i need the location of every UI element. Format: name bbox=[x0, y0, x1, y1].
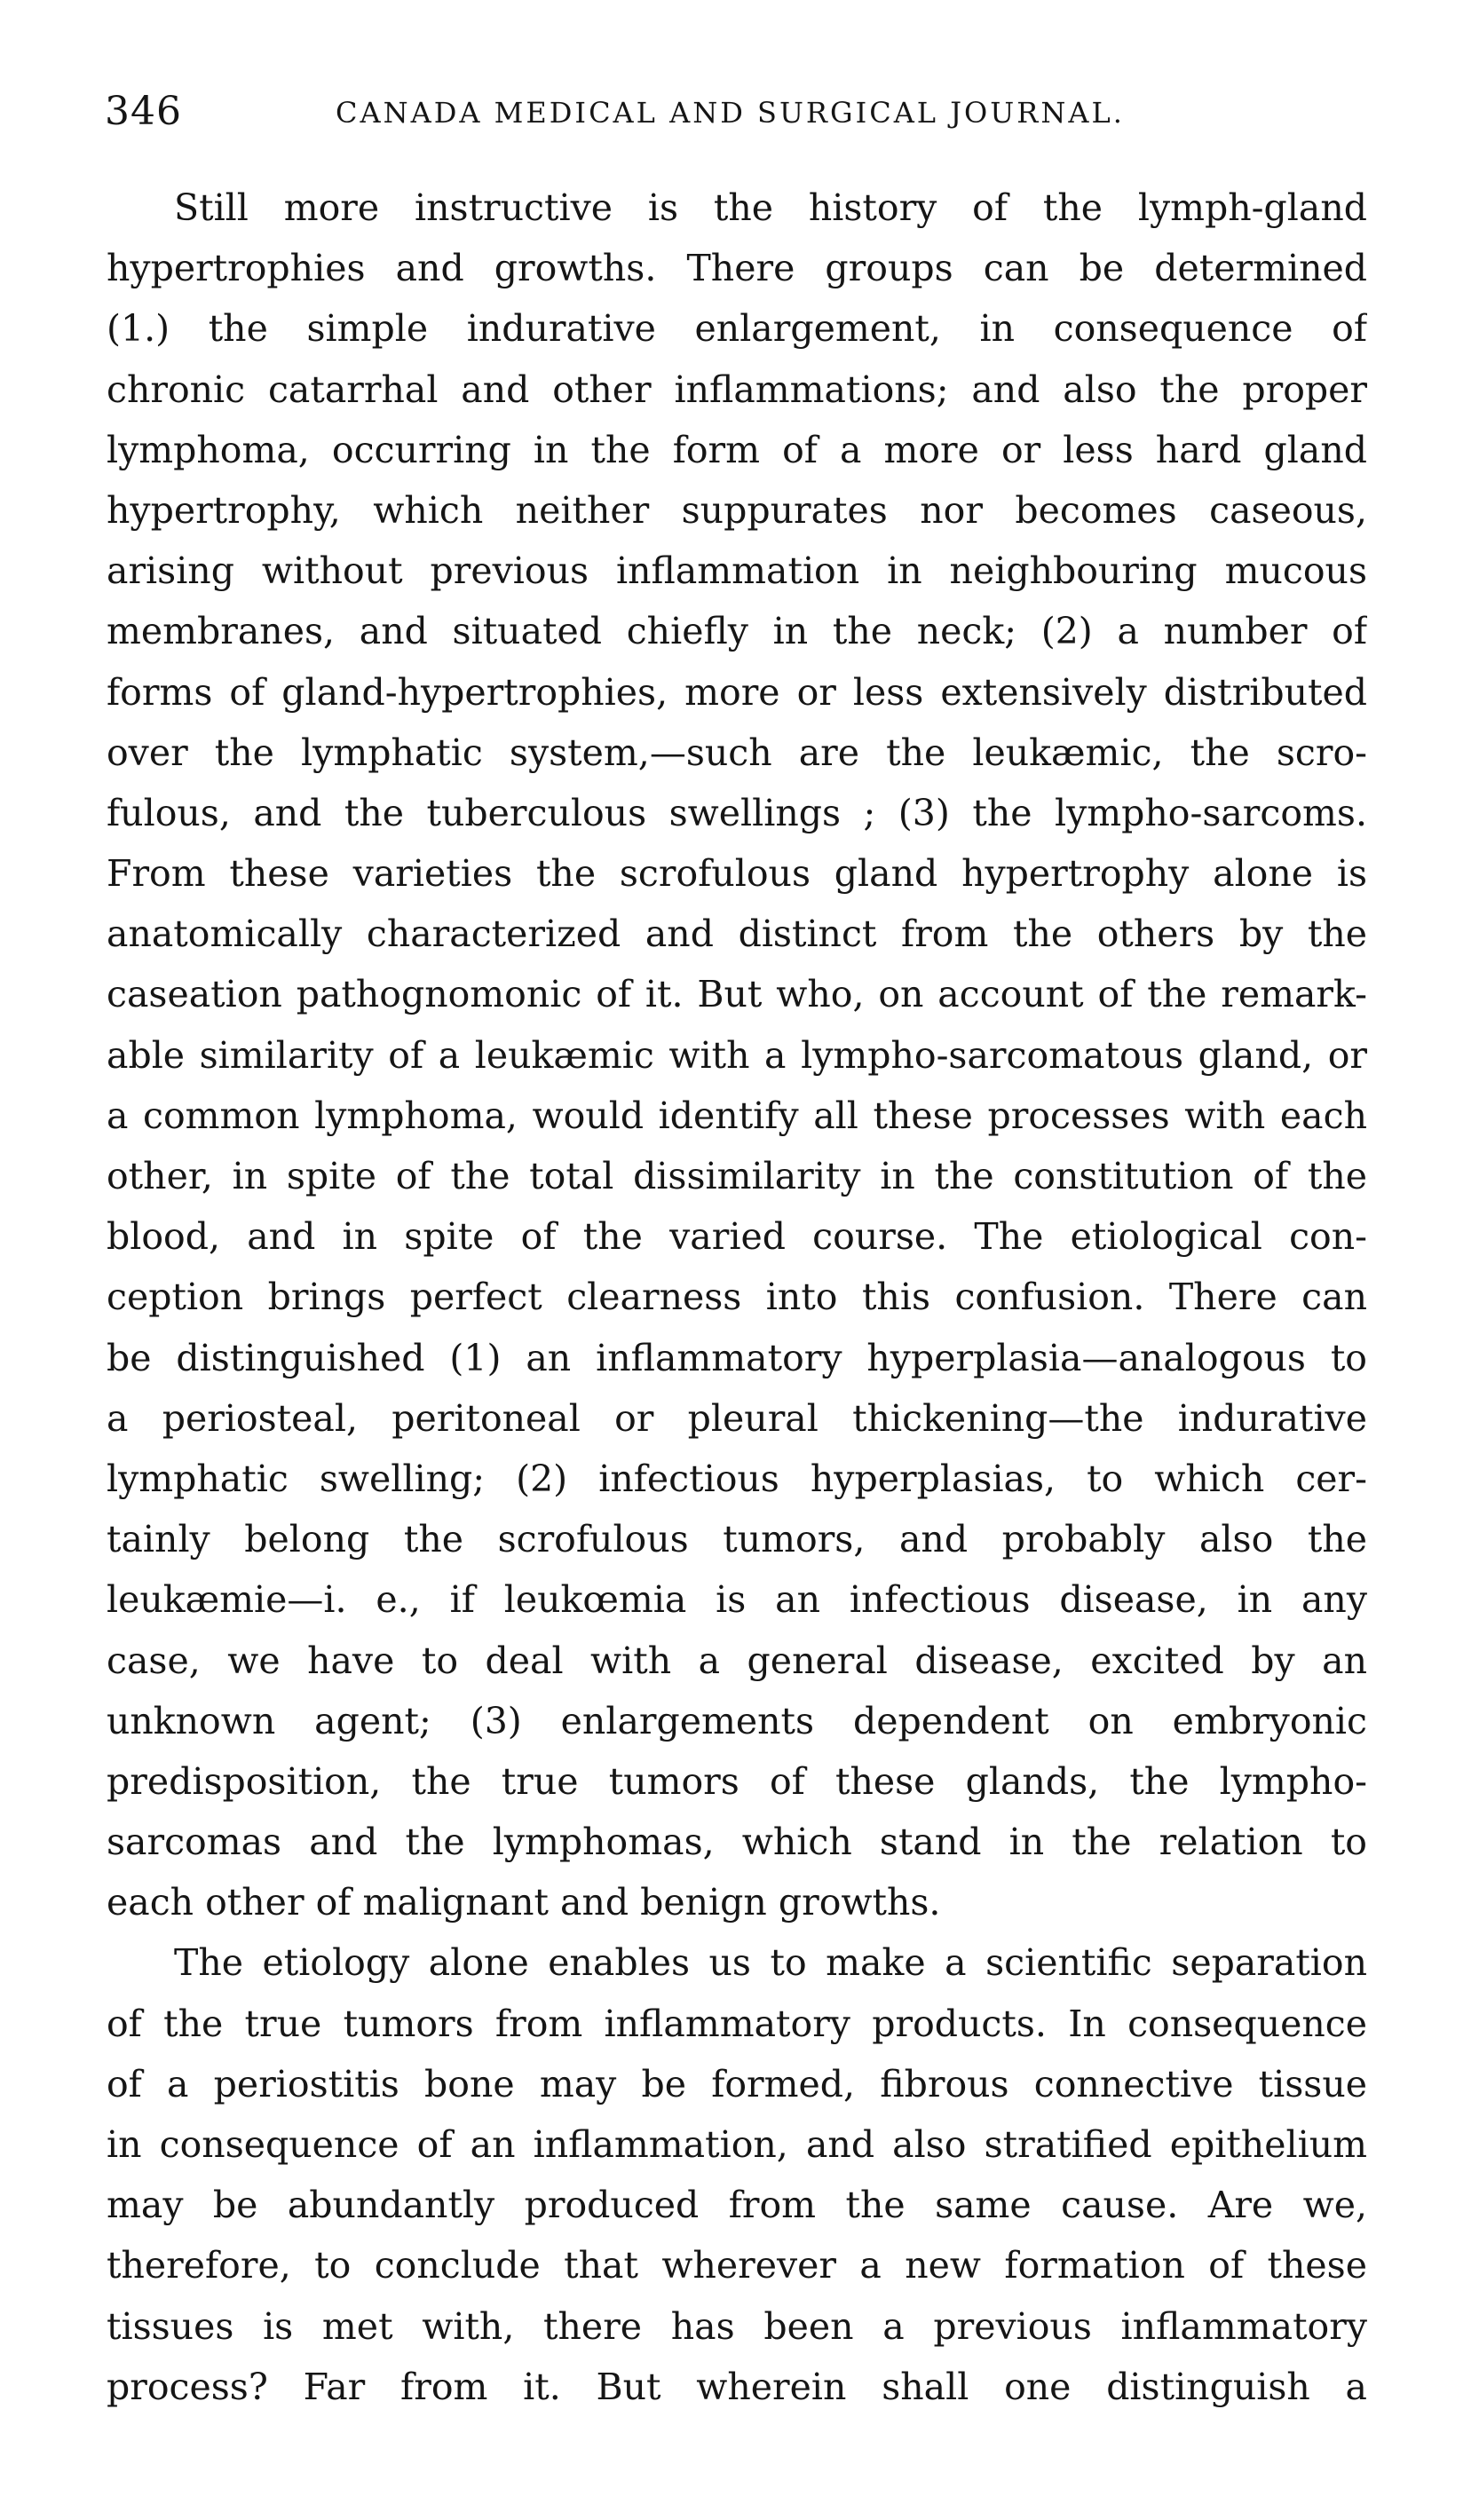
text-line: predisposition, the true tumors of these glands, the lympho- bbox=[107, 1759, 1367, 1803]
text-line: leukæmie—i. e., if leukœmia is an infectious disease, in any bbox=[107, 1578, 1367, 1622]
text-line: of a periostitis bone may be formed, fibrous connective tissue bbox=[107, 2062, 1367, 2105]
page-header bbox=[105, 89, 1365, 151]
text-line: blood, and in spite of the varied course. The etiological con- bbox=[107, 1215, 1367, 1259]
text-line: Still more instructive is the history of the lymph-gland bbox=[174, 186, 1367, 229]
text-line: be distinguished (1) an inflammatory hyperplasia—analogous to bbox=[107, 1336, 1367, 1379]
text-line: over the lymphatic system,—such are the leukæmic, the scro- bbox=[107, 731, 1367, 774]
text-line: The etiology alone enables us to make a scientific separation bbox=[174, 1941, 1367, 1985]
paragraph-2 bbox=[107, 1932, 1367, 2417]
text-line: sarcomas and the lymphomas, which stand in the relation to bbox=[107, 1821, 1367, 1864]
text-line: process? Far from it. But wherein shall one distinguish a bbox=[107, 2365, 1367, 2408]
page-number: 346 bbox=[105, 89, 182, 134]
text-line: a common lymphoma, would identify all these processes with each bbox=[107, 1094, 1367, 1137]
body-text bbox=[107, 178, 1367, 2417]
text-line: case, we have to deal with a general disease, excited by an bbox=[107, 1639, 1367, 1682]
text-line: therefore, to conclude that wherever a new formation of these bbox=[107, 2244, 1367, 2287]
text-line: arising without previous inflammation in neighbouring mucous bbox=[107, 549, 1367, 593]
text-line: of the true tumors from inflammatory products. In consequence bbox=[107, 2002, 1367, 2045]
text-line: tissues is met with, there has been a previous inflammatory bbox=[107, 2304, 1367, 2348]
text-line: hypertrophies and growths. There groups can be determined bbox=[107, 247, 1367, 290]
text-line: other, in spite of the total dissimilarity in the constitution of the bbox=[107, 1155, 1367, 1197]
text-line: lymphoma, occurring in the form of a more or less hard gland bbox=[107, 428, 1367, 471]
text-line: a periosteal, peritoneal or pleural thickening—the indurative bbox=[107, 1396, 1367, 1440]
running-head: CANADA MEDICAL AND SURGICAL JOURNAL. bbox=[336, 96, 1125, 130]
text-line: (1.) the simple indurative enlargement, in consequence of bbox=[107, 307, 1367, 351]
text-line: ception brings perfect clearness into this confusion. There can bbox=[107, 1276, 1367, 1319]
text-line: tainly belong the scrofulous tumors, and probably also the bbox=[107, 1518, 1367, 1561]
text-line: hypertrophy, which neither suppurates nor becomes caseous, bbox=[107, 488, 1367, 532]
text-line: caseation pathognomonic of it. But who, on account of the remark- bbox=[107, 973, 1367, 1016]
paragraph-1 bbox=[107, 178, 1367, 1932]
text-line: unknown agent; (3) enlargements dependent on embryonic bbox=[107, 1699, 1367, 1742]
text-line: From these varieties the scrofulous gland hypertrophy alone is bbox=[107, 852, 1367, 896]
text-line: each other of malignant and benign growths. bbox=[107, 1881, 941, 1924]
text-line: anatomically characterized and distinct from the others by the bbox=[107, 912, 1367, 956]
text-line: fulous, and the tuberculous swellings ; (3) the lympho-sarcoms. bbox=[107, 791, 1367, 834]
text-line: able similarity of a leukæmic with a lympho-sarcomatous gland, or bbox=[107, 1033, 1367, 1077]
text-line: lymphatic swelling; (2) infectious hyperplasias, to which cer- bbox=[107, 1457, 1367, 1500]
text-line: forms of gland-hypertrophies, more or less extensively distributed bbox=[107, 670, 1367, 714]
text-line: chronic catarrhal and other inflammations; and also the proper bbox=[107, 367, 1367, 411]
text-line: membranes, and situated chiefly in the neck; (2) a number of bbox=[107, 610, 1367, 653]
text-line: may be abundantly produced from the same cause. Are we, bbox=[107, 2184, 1367, 2227]
text-line: in consequence of an inflammation, and also stratified epithelium bbox=[107, 2123, 1367, 2166]
